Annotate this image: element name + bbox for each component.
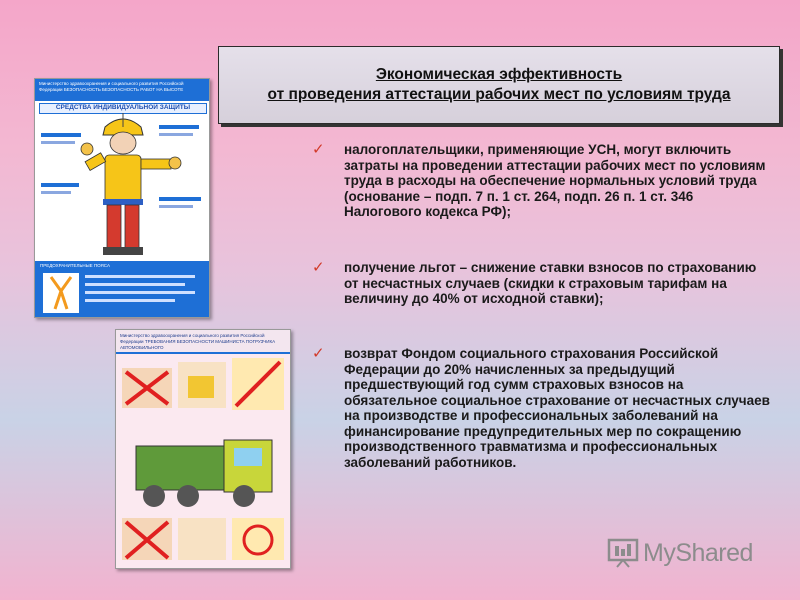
list-item-text: возврат Фондом социального страхования Российской Федерации до 20% начисленных за предыдущий предшествующий год сумм страховых взносов на обязательное социальное страхование от несчастных случаев на производстве и профессиональных заболеваний на финансирование предупредительных мер по сокращению производственного травматизма и профессиональных заболеваний работников. (344, 346, 770, 470)
title-line-2: от проведения аттестации рабочих мест по условиям труда (267, 86, 731, 103)
poster-ppe-footer-label: ПРЕДОХРАНИТЕЛЬНЫЕ ПОЯСА (40, 263, 110, 268)
loader-illustration (116, 354, 290, 568)
presentation-icon (607, 538, 639, 568)
poster-loader (115, 329, 291, 569)
poster-ppe-header: Министерство здравоохранения и социального развития Российской Федерации БЕЗОПАСНОСТЬ БЕЗОПАСНОСТЬ РАБОТ НА ВЫСОТЕ (39, 81, 184, 92)
check-icon: ✓ (312, 140, 325, 158)
list-item-text: получение льгот – снижение ставки взносов по страхованию от несчастных случаев (скидки к страховым тарифам на величину до 40% от исходной ставки); (344, 260, 757, 306)
title-line-1: Экономическая эффективность (375, 66, 623, 83)
harness-illustration (35, 269, 209, 317)
worker-illustration (35, 113, 209, 263)
check-icon: ✓ (312, 344, 325, 362)
watermark-text: MyShared (643, 539, 753, 567)
poster-ppe (34, 78, 210, 318)
myshared-watermark (607, 536, 772, 572)
poster-loader-header: Министерство здравоохранения и социального развития Российской Федерации ТРЕБОВАНИЯ БЕЗОПАСНОСТИ МАШИНИСТА ПОГРУЗЧИКА АВТОМОБИЛЬНОГО (120, 333, 276, 350)
check-icon: ✓ (312, 258, 325, 276)
poster-ppe-title: СРЕДСТВА ИНДИВИДУАЛЬНОЙ ЗАЩИТЫ (55, 104, 191, 111)
list-item-text: налогоплательщики, применяющие УСН, могут включить затраты на проведении аттестации рабочих мест по условиям труда в расходы на обеспечение нормальных условий труда (основание – подп. 7 п. 1 ст. 264, подп. 26 п. 1 ст. 346 Налогового кодекса РФ); (344, 142, 766, 219)
slide-title (218, 46, 780, 124)
